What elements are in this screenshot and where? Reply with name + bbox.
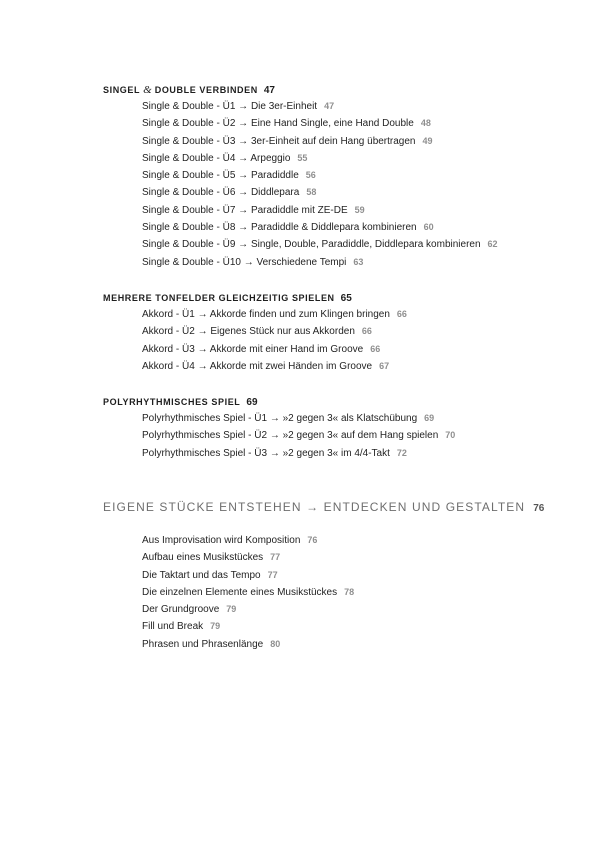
chapter-page-number: 76 <box>533 503 545 514</box>
toc-list <box>103 306 563 375</box>
toc-entry-label: Phrasen und Phrasenlänge <box>142 638 264 650</box>
toc-entry-label: Single & Double - Ü8 → Paradiddle & Diddlepara kombinieren <box>142 222 417 234</box>
toc-entry-page: 70 <box>445 430 456 441</box>
toc-entry[interactable] <box>103 167 563 184</box>
toc-entry-page: 79 <box>226 604 237 615</box>
toc-entry-page: 62 <box>487 239 498 250</box>
toc-entry-page: 48 <box>420 118 431 129</box>
toc-entry-label: Single & Double - Ü9 → Single, Double, Paradiddle, Diddlepara kombinieren <box>142 239 481 251</box>
toc-section-polyrhythm <box>103 394 563 462</box>
toc-entry-page: 77 <box>270 552 281 563</box>
toc-entry-page: 56 <box>305 170 316 181</box>
toc-entry[interactable] <box>103 323 563 340</box>
toc-entry-label: Aufbau eines Musikstückes <box>142 552 264 564</box>
toc-entry[interactable] <box>103 532 563 549</box>
ampersand-glyph: & <box>143 84 152 96</box>
toc-entry-label: Single & Double - Ü1 → Die 3er-Einheit <box>142 101 318 112</box>
section-heading <box>103 290 563 306</box>
toc-entry-label: Polyrhythmisches Spiel - Ü3 → »2 gegen 3« im 4/4-Takt <box>142 447 390 459</box>
chapter-heading[interactable] <box>103 498 573 516</box>
section-title-part: DOUBLE VERBINDEN <box>154 85 258 95</box>
toc-entry[interactable] <box>103 202 563 219</box>
toc-entry-page: 66 <box>361 326 372 337</box>
toc-entry-label: Die Taktart und das Tempo <box>142 569 261 581</box>
toc-entry-label: Single & Double - Ü3 → 3er-Einheit auf dein Hang übertragen <box>142 135 416 147</box>
section-title-part: SINGEL <box>103 85 140 95</box>
toc-entry[interactable] <box>103 219 563 236</box>
toc-entry[interactable] <box>103 427 563 444</box>
toc-entry[interactable] <box>103 584 563 601</box>
chapter-title: EIGENE STÜCKE ENTSTEHEN → ENTDECKEN UND GESTALTEN <box>103 500 526 514</box>
toc-entry-label: Akkord - Ü2 → Eigenes Stück nur aus Akkorden <box>142 326 355 338</box>
toc-entry-label: Die einzelnen Elemente eines Musikstückes <box>142 586 338 598</box>
toc-entry-label: Single & Double - Ü6 → Diddlepara <box>142 187 300 199</box>
toc-entry-page: 66 <box>396 309 407 319</box>
toc-entry-page: 59 <box>354 204 365 215</box>
toc-entry-page: 78 <box>344 586 355 597</box>
toc-entry-page: 77 <box>267 569 278 580</box>
toc-entry-label: Polyrhythmisches Spiel - Ü1 → »2 gegen 3« als Klatschübung <box>142 413 418 424</box>
toc-entry-page: 72 <box>396 447 407 458</box>
section-page-number: 47 <box>263 85 275 96</box>
chapter-toc <box>103 532 563 653</box>
toc-entry-page: 55 <box>297 152 308 163</box>
toc-list <box>103 532 563 653</box>
toc-entry-label: Polyrhythmisches Spiel - Ü2 → »2 gegen 3« auf dem Hang spielen <box>142 430 439 442</box>
toc-entry[interactable] <box>103 115 563 132</box>
toc-entry-label: Single & Double - Ü5 → Paradiddle <box>142 170 299 182</box>
toc-section-single-double <box>103 82 563 271</box>
toc-entry[interactable] <box>103 567 563 584</box>
section-heading <box>103 394 563 410</box>
section-page-number: 65 <box>340 293 352 304</box>
toc-entry[interactable] <box>103 410 563 427</box>
toc-entry[interactable] <box>103 341 563 358</box>
toc-entry-page: 63 <box>353 256 364 267</box>
toc-entry-page: 76 <box>307 535 318 545</box>
toc-entry-page: 47 <box>324 101 335 111</box>
toc-entry[interactable] <box>103 306 563 323</box>
section-heading <box>103 82 563 98</box>
toc-list <box>103 410 563 462</box>
toc-entry[interactable] <box>103 445 563 462</box>
toc-list <box>103 98 563 271</box>
toc-entry[interactable] <box>103 150 563 167</box>
toc-entry[interactable] <box>103 358 563 375</box>
toc-entry[interactable] <box>103 636 563 653</box>
section-title: POLYRHYTHMISCHES SPIEL <box>103 397 241 407</box>
toc-entry[interactable] <box>103 254 563 271</box>
toc-entry[interactable] <box>103 133 563 150</box>
toc-entry-page: 49 <box>422 135 433 146</box>
toc-entry-page: 66 <box>370 343 381 354</box>
toc-entry-page: 67 <box>379 360 390 371</box>
toc-entry-label: Single & Double - Ü10 → Verschiedene Tempi <box>142 256 347 268</box>
toc-entry-label: Single & Double - Ü2 → Eine Hand Single, eine Hand Double <box>142 118 414 130</box>
toc-entry-page: 60 <box>423 222 434 233</box>
toc-entry-label: Single & Double - Ü4 → Arpeggio <box>142 152 291 164</box>
toc-section-tonfelder <box>103 290 563 375</box>
section-page-number: 69 <box>246 397 258 408</box>
toc-entry-label: Fill und Break <box>142 621 204 633</box>
toc-entry[interactable] <box>103 618 563 635</box>
toc-entry-page: 58 <box>306 187 317 198</box>
toc-entry[interactable] <box>103 601 563 618</box>
toc-entry[interactable] <box>103 549 563 566</box>
toc-entry[interactable] <box>103 184 563 201</box>
toc-entry-label: Akkord - Ü1 → Akkorde finden und zum Klingen bringen <box>142 309 390 320</box>
toc-entry[interactable] <box>103 98 563 115</box>
toc-entry-label: Akkord - Ü3 → Akkorde mit einer Hand im Groove <box>142 343 364 355</box>
toc-entry-label: Der Grundgroove <box>142 604 220 616</box>
toc-entry[interactable] <box>103 236 563 253</box>
section-title: MEHRERE TONFELDER GLEICHZEITIG SPIELEN <box>103 293 335 303</box>
toc-entry-page: 79 <box>210 621 221 632</box>
toc-entry-label: Akkord - Ü4 → Akkorde mit zwei Händen im Groove <box>142 360 373 372</box>
toc-entry-label: Single & Double - Ü7 → Paradiddle mit ZE-DE <box>142 204 348 216</box>
toc-entry-label: Aus Improvisation wird Komposition <box>142 535 301 546</box>
toc-entry-page: 80 <box>270 638 281 649</box>
toc-entry-page: 69 <box>424 413 435 423</box>
